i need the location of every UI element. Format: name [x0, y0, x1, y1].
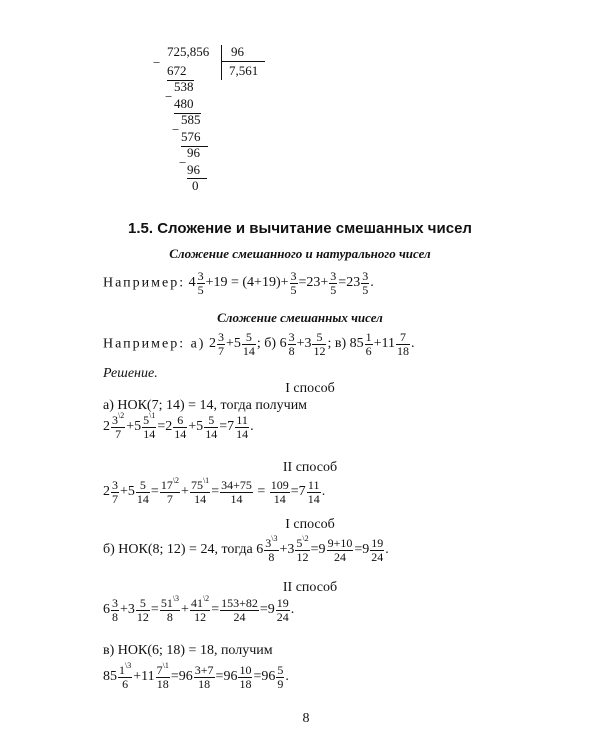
- minus-sign: −: [153, 55, 161, 70]
- division-step: 585: [181, 112, 201, 127]
- equation: 85 $\frac{1^{\backslash 3}}{6}$ +11 $\frac{7^{\backslash 1}}{18}$ =96 $\frac{3+7}{18}$ =96 $\frac{10}{18}$ =96 $\frac{5}{9}$ .: [103, 661, 289, 691]
- minus-sign: −: [165, 89, 173, 104]
- lcm-line: в) НОК(6; 18) = 18, получим: [103, 643, 273, 658]
- subsection-title: Сложение смешанных чисел: [217, 310, 383, 325]
- lcm-line: б) НОК(8; 12) = 24, тогда: [103, 542, 253, 558]
- page-number: 8: [302, 711, 310, 726]
- quotient: 7,561: [229, 63, 259, 78]
- lcm-line: а) НОК(7; 14) = 14, тогда получим: [103, 398, 308, 413]
- section-title: 1.5. Сложение и вычитание смешанных чисел: [128, 220, 472, 237]
- subsection-title: Сложение смешанного и натурального чисел: [169, 246, 431, 261]
- example-label: Например:: [103, 275, 186, 291]
- minus-sign: −: [179, 155, 187, 170]
- method-label: I способ: [285, 517, 335, 532]
- equation: б) НОК(8; 12) = 24, тогда 6 $\frac{3^{\backslash 3}}{8}$ +3 $\frac{5^{\backslash 2}}{12}$ =9 $\frac{9+10}{24}$ =9 $\frac{19}{24}$ .: [103, 534, 389, 564]
- division-step: 480: [174, 96, 194, 111]
- divisor: 96: [231, 44, 244, 59]
- division-step: 538: [174, 79, 194, 94]
- example-label: Например: а): [103, 336, 206, 352]
- example-line: Например: 4 $\frac{3}{5}$ +19 = (4+19)+ $\frac{3}{5}$ =23+ $\frac{3}{5}$ =23 $\frac{3}{5}$ .: [103, 269, 374, 297]
- solution-label: Решение.: [103, 366, 158, 381]
- equation: 6 $\frac{3}{8}$ +3 $\frac{5}{12}$ = $\frac{51^{\backslash 3}}{8}$ + $\frac{41^{\backslash 2}}{12}$ = $\frac{153+82}{24}$ =9 $\frac{19}{24}$ .: [103, 594, 295, 624]
- minus-sign: −: [172, 122, 180, 137]
- example-line: Например: а) 2 $\frac{3}{7}$ +5 $\frac{5}{14}$ ; б) 6 $\frac{3}{8}$ +3 $\frac{5}{12}$ ; в) 85 $\frac{1}{6}$ +11 $\frac{7}{18}$ .: [103, 330, 415, 358]
- division-step: 96: [187, 162, 200, 177]
- division-remainder: 0: [192, 178, 199, 193]
- division-step: 96: [187, 145, 200, 160]
- equation: 2 $\frac{3^{\backslash 2}}{7}$ +5 $\frac{5^{\backslash 1}}{14}$ =2 $\frac{6}{14}$ +5 $\frac{5}{14}$ =7 $\frac{11}{14}$ .: [103, 411, 254, 441]
- division-step: 672: [167, 63, 187, 78]
- item-label: ; б): [256, 336, 277, 352]
- method-label: II способ: [282, 460, 338, 475]
- item-label: ; в): [327, 336, 347, 352]
- equation: 2 $\frac{3}{7}$ +5 $\frac{5}{14}$ = $\frac{17^{\backslash 2}}{7}$ + $\frac{75^{\backslash 1}}{14}$ = $\frac{34+75}{14}$ = $\frac{109}{14}$ =7 $\frac{11}{14}$ .: [103, 476, 326, 506]
- division-step: 576: [181, 129, 201, 144]
- method-label: I способ: [285, 381, 335, 396]
- dividend: 725,856: [167, 44, 210, 59]
- method-label: II способ: [282, 580, 338, 595]
